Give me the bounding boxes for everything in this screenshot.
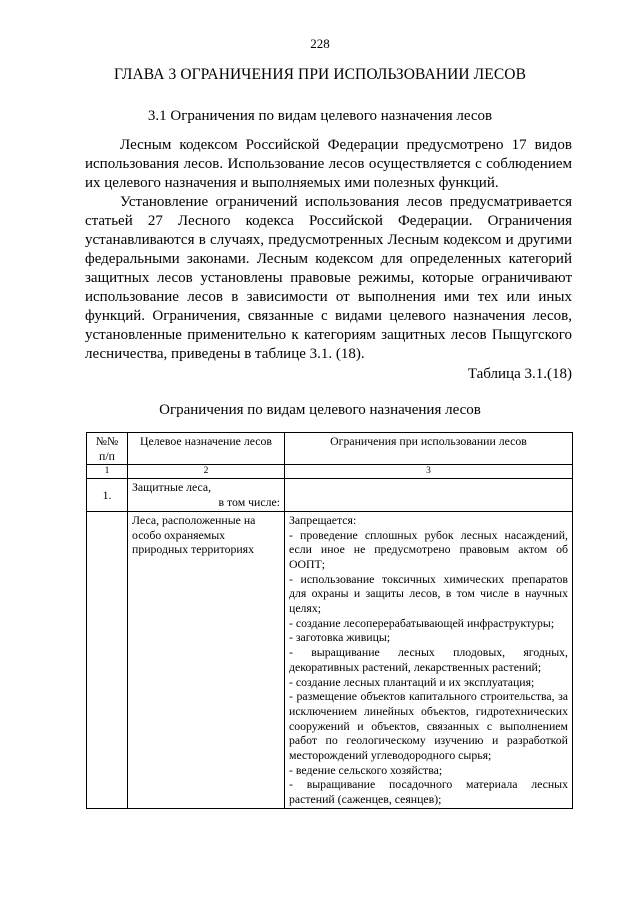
row-purpose: Леса, расположенные на особо охраняемых природных территориях: [128, 511, 285, 808]
header-cell-restrictions: Ограничения при использовании лесов: [285, 433, 573, 465]
restriction-item: - ведение сельского хозяйства;: [289, 762, 443, 777]
table-row: [87, 479, 573, 511]
restrictions-intro: Запрещается:: [289, 512, 357, 527]
purpose-line: в том числе:: [218, 495, 280, 510]
restriction-item: - выращивание посадочного материала лесных растений (саженцев, сеянцев);: [289, 777, 568, 807]
table-index-row: [87, 465, 573, 479]
restriction-item: - выращивание лесных плодовых, ягодных, декоративных растений, лекарственных растений;: [289, 645, 568, 674]
paragraph: Лесным кодексом Российской Федерации предусмотрено 17 видов использования лесов. Использование лесов осуществляется с соблюдением их целевого назначения и выполняемых ими полезных функций.: [85, 137, 572, 191]
row-purpose: [128, 479, 285, 511]
chapter-title: ГЛАВА 3 ОГРАНИЧЕНИЯ ПРИ ИСПОЛЬЗОВАНИИ ЛЕСОВ: [113, 66, 527, 83]
index-cell: 1: [87, 465, 128, 479]
index-cell: 3: [285, 465, 573, 479]
restriction-item: - размещение объектов капитального строительства, за исключением линейных объектов, гидротехнических сооружений и объектов, связанных с выполнением работ по геологическому изучению и разработкой месторождений углеводородного сырья;: [289, 689, 568, 763]
table-row: [87, 511, 573, 808]
body-text: [85, 136, 572, 364]
index-cell: 2: [128, 465, 285, 479]
header-cell-purpose: Целевое назначение лесов: [128, 433, 285, 465]
row-restrictions: [285, 511, 573, 808]
row-restrictions: [285, 479, 573, 511]
restriction-item: - заготовка живицы;: [289, 630, 391, 645]
restriction-item: - использование токсичных химических препаратов для охраны и защиты лесов, в том числе в научных целях;: [289, 571, 568, 616]
header-cell-number: №№ п/п: [87, 433, 128, 465]
row-number: 1.: [87, 479, 128, 511]
table-title: Ограничения по видам целевого назначения лесов: [159, 402, 481, 418]
restriction-item: - проведение сплошных рубок лесных насаждений, если иное не предусмотрено правовым актом об ООПТ;: [289, 527, 568, 571]
row-number: [87, 511, 128, 808]
paragraph: Установление ограничений использования лесов предусматривается статьей 27 Лесного кодекса Российской Федерации. Ограничения устанавливаются в случаях, предусмотренных Лесным кодексом и другими федеральными законами. Лесным кодексом для определенных категорий защитных лесов установлены правовые режимы, которые ограничивают использование лесов в зависимости от выполнения ими тех или иных функций. Ограничения, связанные с видами целевого назначения лесов, установленные применительно к категориям защитных лесов Пыщугского лесничества, приведены в таблице 3.1. (18).: [85, 194, 572, 362]
purpose-line: Защитные леса,: [132, 480, 212, 495]
restriction-item: - создание лесных плантаций и их эксплуатация;: [289, 674, 535, 689]
restrictions-table: [86, 432, 573, 809]
table-header-row: [87, 433, 573, 465]
table-caption: Таблица 3.1.(18): [467, 366, 572, 382]
section-title: 3.1 Ограничения по видам целевого назначения лесов: [147, 108, 493, 124]
page-number: 228: [310, 36, 330, 51]
restriction-item: - создание лесоперерабатывающей инфраструктуры;: [289, 615, 555, 630]
